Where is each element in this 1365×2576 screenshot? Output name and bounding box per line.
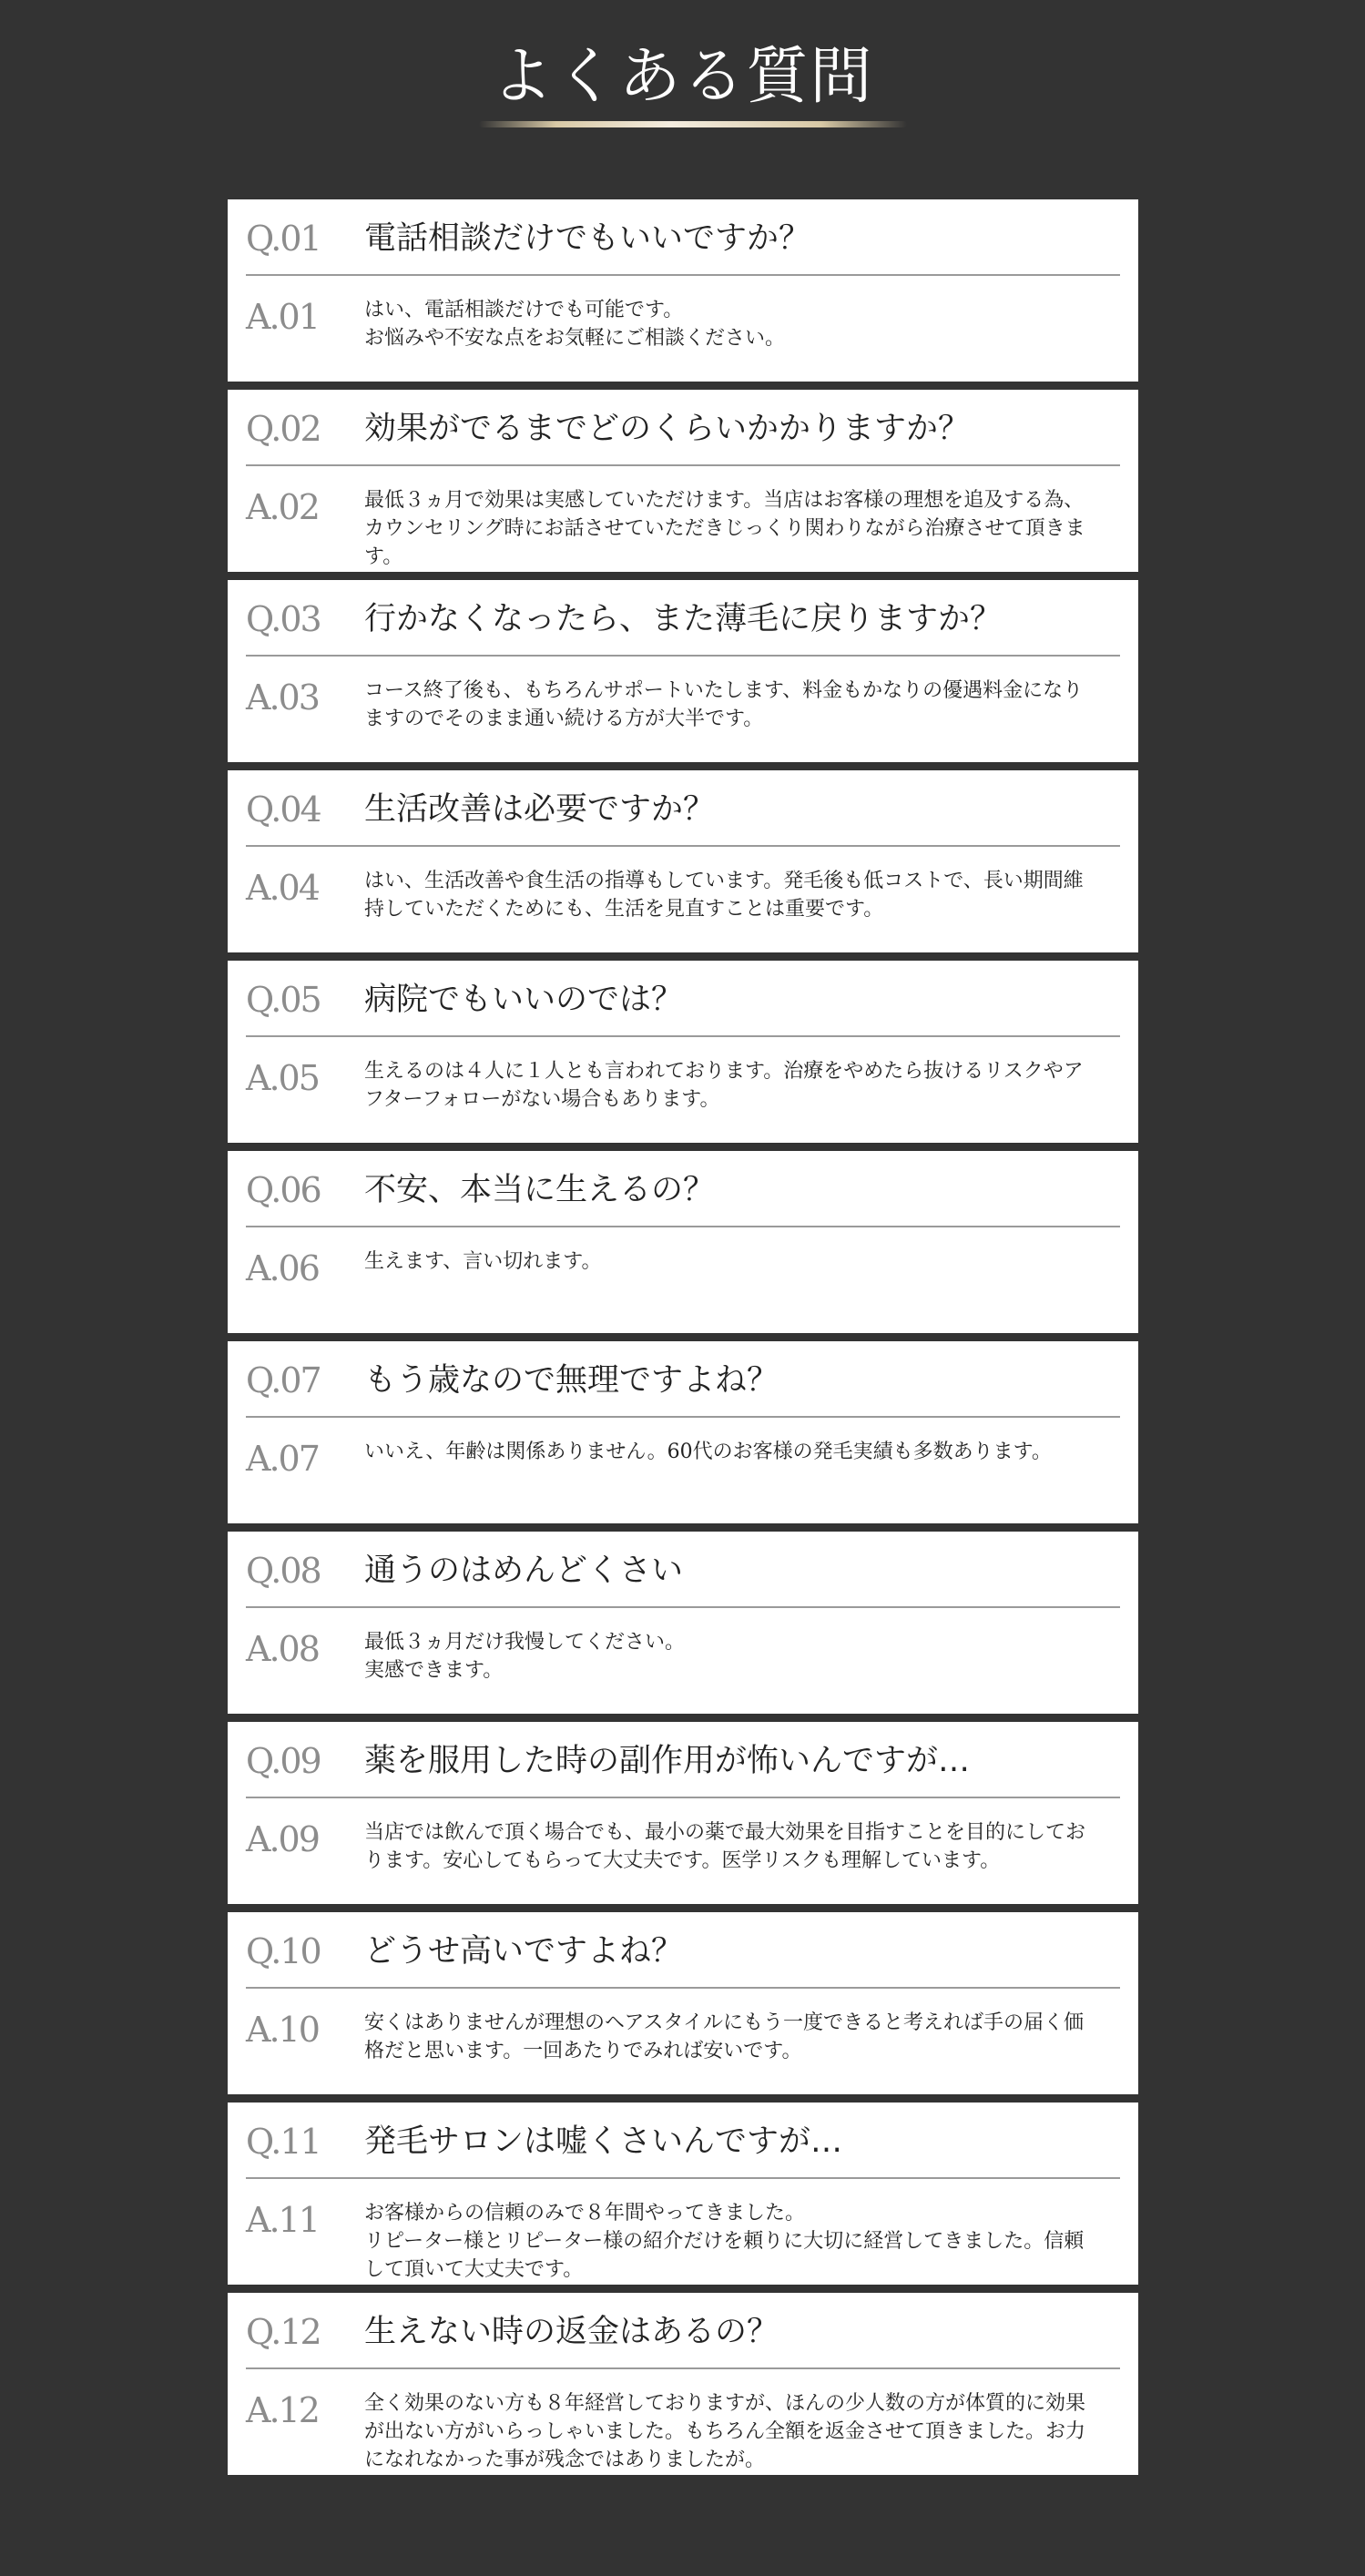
question-text: 電話相談だけでもいいですか？: [364, 220, 811, 257]
answer-number: A.06: [246, 1248, 319, 1288]
question-row: [246, 580, 1120, 657]
question-text: もう歳なので無理ですよね？: [364, 1362, 779, 1399]
question-row: [246, 1912, 1120, 1989]
faq-list: [228, 199, 1138, 2483]
question-number: Q.03: [246, 599, 321, 639]
question-number: Q.02: [246, 409, 321, 449]
question-number: Q.09: [246, 1741, 321, 1781]
answer-text: 最低３ヵ月だけ我慢してください。 実感できます。: [364, 1631, 686, 1682]
question-row: [246, 2293, 1120, 2369]
question-row: [246, 1532, 1120, 1608]
answer-text: 全く効果のない方も８年経営しておりますが、ほんの少人数の方が体質的に効果が出ない方がいらっしゃいました。もちろん全額を返金させて頂きました。お力になれなかった事が残念ではありましたが。: [364, 2392, 1086, 2471]
question-text: 通うのはめんどくさい: [364, 1553, 684, 1589]
question-text: 生えない時の返金はあるの？: [364, 2314, 779, 2350]
faq-item: [228, 1341, 1138, 1523]
question-number: Q.12: [246, 2312, 321, 2352]
answer-number: A.09: [246, 1819, 319, 1859]
question-number: Q.07: [246, 1360, 321, 1400]
question-number: Q.01: [246, 219, 321, 259]
page-header: [0, 0, 1365, 137]
answer-number: A.12: [246, 2390, 319, 2430]
question-number: Q.05: [246, 980, 321, 1020]
answer-text: 生えます、言い切れます。: [364, 1250, 602, 1273]
faq-item: [228, 580, 1138, 762]
faq-item: [228, 1722, 1138, 1904]
question-text: 行かなくなったら、また薄毛に戻りますか？: [364, 601, 1003, 637]
question-row: [246, 390, 1120, 466]
title-underline: [479, 121, 907, 127]
question-text: 薬を服用した時の副作用が怖いんですが…: [364, 1743, 971, 1779]
faq-item: [228, 2103, 1138, 2285]
question-row: [246, 770, 1120, 847]
answer-number: A.10: [246, 2010, 319, 2050]
answer-text: いいえ、年齢は関係ありません。60代のお客様の発毛実績も多数あります。: [364, 1441, 1052, 1463]
question-text: 病院でもいいのでは？: [364, 982, 684, 1018]
faq-item: [228, 2293, 1138, 2475]
answer-number: A.07: [246, 1439, 319, 1479]
answer-number: A.01: [246, 297, 319, 337]
question-text: どうせ高いですよね？: [364, 1933, 684, 1970]
faq-item: [228, 199, 1138, 382]
answer-number: A.08: [246, 1629, 319, 1669]
answer-text: 当店では飲んで頂く場合でも、最小の薬で最大効果を目指すことを目的にしております。安心してもらって大丈夫です。医学リスクも理解しています。: [364, 1821, 1086, 1872]
answer-text: コース終了後も、もちろんサポートいたします、料金もかなりの優遇料金になりますのでそのまま通い続ける方が大半です。: [364, 679, 1084, 730]
answer-number: A.02: [246, 487, 319, 527]
answer-number: A.11: [246, 2200, 319, 2240]
answer-number: A.04: [246, 868, 319, 908]
question-row: [246, 1151, 1120, 1227]
question-number: Q.10: [246, 1931, 321, 1971]
faq-item: [228, 390, 1138, 572]
faq-item: [228, 1912, 1138, 2094]
answer-text: 最低３ヵ月で効果は実感していただけます。当店はお客様の理想を追及する為、カウンセリング時にお話させていただきじっくり関わりながら治療させて頂きます。: [364, 489, 1085, 568]
answer-text: はい、生活改善や食生活の指導もしています。発毛後も低コストで、長い期間維持していただくためにも、生活を見直すことは重要です。: [364, 870, 1084, 921]
question-row: [246, 1341, 1120, 1418]
question-text: 効果がでるまでどのくらいかかりますか？: [364, 411, 971, 447]
question-text: 生活改善は必要ですか？: [364, 791, 716, 828]
answer-text: 安くはありませんが理想のヘアスタイルにもう一度できると考えれば手の届く価格だと思います。一回あたりでみれば安いです。: [364, 2011, 1085, 2062]
faq-item: [228, 770, 1138, 952]
question-number: Q.11: [246, 2122, 321, 2162]
faq-item: [228, 961, 1138, 1143]
question-number: Q.06: [246, 1170, 321, 1210]
question-number: Q.08: [246, 1551, 321, 1591]
answer-text: はい、電話相談だけでも可能です。 お悩みや不安な点をお気軽にご相談ください。: [364, 299, 786, 350]
page-title: よくある質問: [491, 41, 874, 113]
question-row: [246, 961, 1120, 1037]
faq-item: [228, 1532, 1138, 1714]
question-row: [246, 1722, 1120, 1798]
question-number: Q.04: [246, 789, 321, 830]
question-row: [246, 199, 1120, 276]
answer-number: A.03: [246, 677, 319, 718]
question-text: 不安、本当に生えるの？: [364, 1172, 716, 1208]
question-row: [246, 2103, 1120, 2179]
answer-text: お客様からの信頼のみで８年間やってきました。 リピーター様とリピーター様の紹介だけを頼りに大切に経営してきました。信頼して頂いて大丈夫です。: [364, 2202, 1085, 2281]
question-text: 発毛サロンは嘘くさいんですが…: [364, 2123, 843, 2160]
answer-text: 生えるのは４人に１人とも言われております。治療をやめたら抜けるリスクやアフターフォローがない場合もあります。: [364, 1060, 1084, 1111]
answer-number: A.05: [246, 1058, 319, 1098]
faq-item: [228, 1151, 1138, 1333]
